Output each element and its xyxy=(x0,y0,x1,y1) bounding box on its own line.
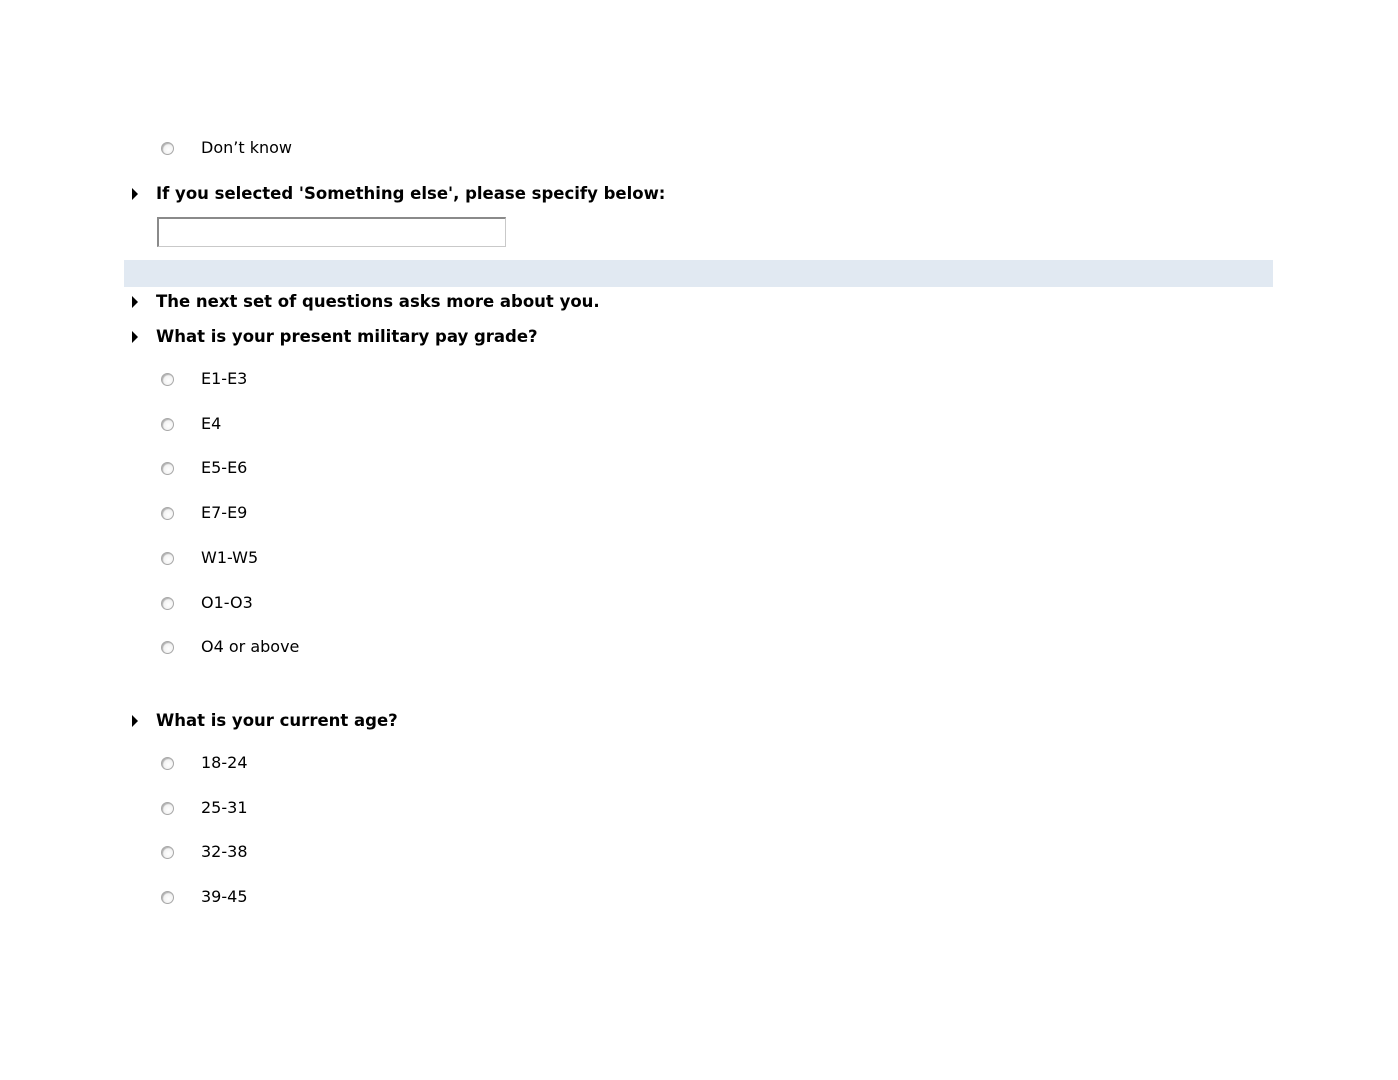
option-label: 18-24 xyxy=(201,753,248,772)
option-age[interactable] xyxy=(161,751,248,775)
option-label: E7-E9 xyxy=(201,503,248,522)
option-pay-grade[interactable] xyxy=(161,635,300,659)
option-age[interactable] xyxy=(161,796,248,820)
radio-button[interactable] xyxy=(161,641,174,654)
option-label: O4 or above xyxy=(201,637,300,656)
question-text: What is your present military pay grade? xyxy=(156,327,538,346)
radio-button[interactable] xyxy=(161,802,174,815)
caret-right-icon xyxy=(132,715,138,727)
radio-button[interactable] xyxy=(161,891,174,904)
radio-button[interactable] xyxy=(161,507,174,520)
question-text: If you selected 'Something else', please specify below: xyxy=(156,184,666,203)
option-label: Don’t know xyxy=(201,138,292,157)
option-label: E1-E3 xyxy=(201,369,248,388)
option-label: O1-O3 xyxy=(201,593,253,612)
option-label: W1-W5 xyxy=(201,548,259,567)
question-pay-grade xyxy=(132,326,538,348)
caret-right-icon xyxy=(132,296,138,308)
option-label: 32-38 xyxy=(201,842,248,861)
radio-button[interactable] xyxy=(161,846,174,859)
radio-button[interactable] xyxy=(161,418,174,431)
option-label: 25-31 xyxy=(201,798,248,817)
radio-button-dont-know[interactable] xyxy=(161,142,174,155)
question-text: What is your current age? xyxy=(156,711,398,730)
section-intro-text: The next set of questions asks more about you. xyxy=(156,292,600,311)
option-pay-grade[interactable] xyxy=(161,456,248,480)
radio-button[interactable] xyxy=(161,373,174,386)
option-age[interactable] xyxy=(161,840,248,864)
caret-right-icon xyxy=(132,188,138,200)
radio-button[interactable] xyxy=(161,552,174,565)
option-pay-grade[interactable] xyxy=(161,591,253,615)
section-divider-bar xyxy=(124,260,1273,287)
radio-button[interactable] xyxy=(161,462,174,475)
section-intro xyxy=(132,291,600,313)
caret-right-icon xyxy=(132,331,138,343)
question-age xyxy=(132,710,398,732)
option-age[interactable] xyxy=(161,885,248,909)
option-pay-grade[interactable] xyxy=(161,412,222,436)
option-label: E5-E6 xyxy=(201,458,248,477)
specify-input[interactable] xyxy=(157,217,506,247)
question-specify xyxy=(132,183,665,205)
radio-button[interactable] xyxy=(161,597,174,610)
option-label: E4 xyxy=(201,414,222,433)
radio-button[interactable] xyxy=(161,757,174,770)
option-pay-grade[interactable] xyxy=(161,367,248,391)
option-label: 39-45 xyxy=(201,887,248,906)
option-pay-grade[interactable] xyxy=(161,546,259,570)
option-pay-grade[interactable] xyxy=(161,501,248,525)
option-dont-know[interactable] xyxy=(161,136,292,160)
